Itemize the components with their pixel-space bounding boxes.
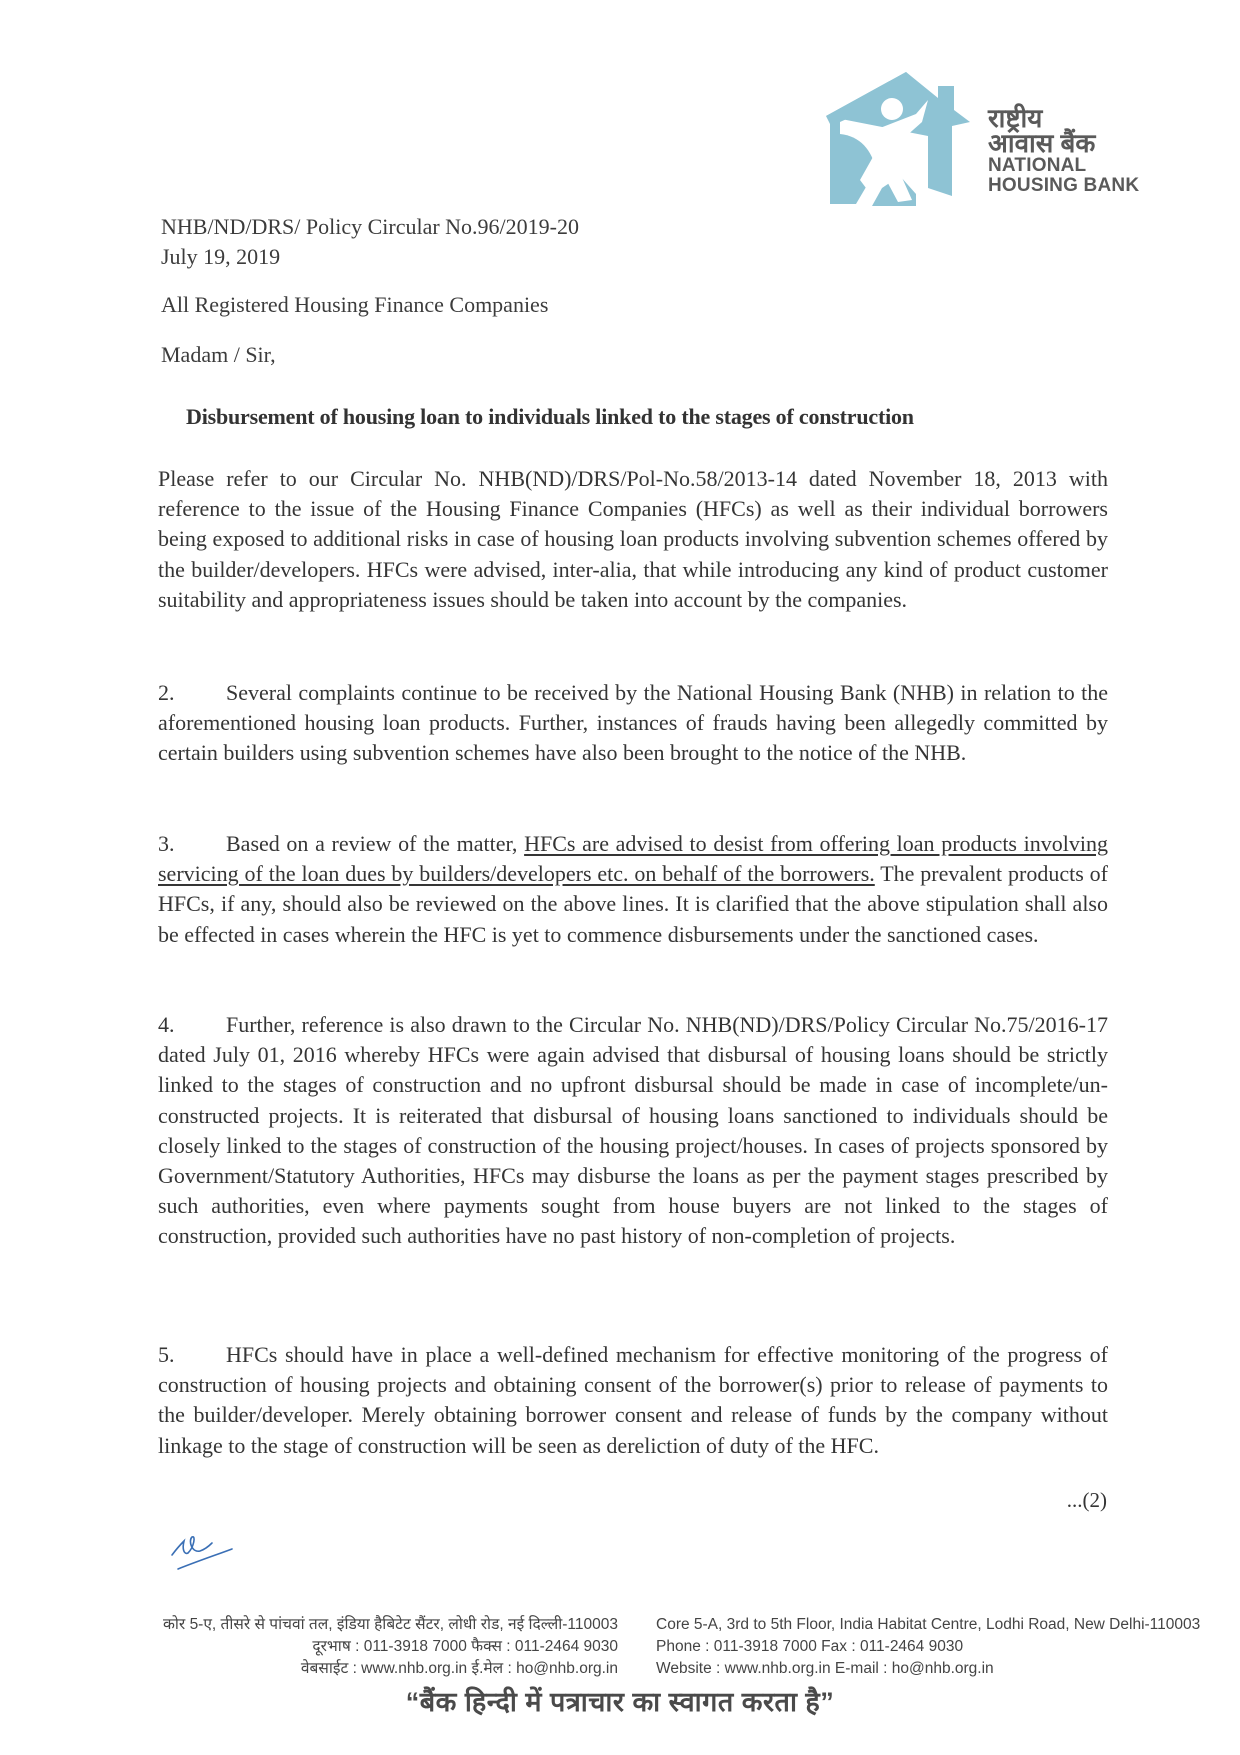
nhb-logo (820, 64, 1180, 214)
footer-hindi-web: वेबसाईट : www.nhb.org.in ई.मेल : ho@nhb.org.in (300, 1660, 618, 1677)
subject-heading: Disbursement of housing loan to individuals linked to the stages of construction (186, 404, 914, 429)
logo-hindi-line1: राष्ट्रीय (988, 103, 1043, 133)
paragraph-number: 3. (158, 831, 175, 856)
salutation: Madam / Sir, (161, 342, 276, 367)
paragraph-3 (158, 829, 1108, 950)
paragraph-2 (158, 678, 1108, 769)
footer-english-contact: Phone : 011-3918 7000 Fax : 011-2464 9030 (656, 1638, 964, 1655)
paragraph-number: 2. (158, 680, 175, 705)
paragraph-text: Further, reference is also drawn to the Circular No. NHB(ND)/DRS/Policy Circular No.75/2016-17 dated July 01, 2016 whereby HFCs were again advised that disbursal of housing loans should be strictly linked to the stages of construction and no upfront disbursal should be made in case of incomplete/un-constructed projects. It is reiterated that disbursal of housing loans sanctioned to individuals should be closely linked to the stages of construction of the housing project/houses. In cases of projects sponsored by Government/Statutory Authorities, HFCs may disburse the loans as per the payment stages prescribed by such authorities, even where payments sought from house buyers are not linked to the stages of construction, provided such authorities have no past history of non-completion of projects. (158, 1012, 1108, 1249)
footer-hindi-contact: दूरभाष : 011-3918 7000 फैक्स : 011-2464 9030 (312, 1638, 618, 1655)
logo-english-line2: HOUSING BANK (988, 175, 1140, 196)
footer-hindi-address: कोर 5-ए, तीसरे से पांचवां तल, इंडिया हैबिटेट सैंटर, लोधी रोड, नई दिल्ली-110003 (163, 1616, 618, 1633)
paragraph-1 (158, 464, 1108, 615)
letter-date: July 19, 2019 (161, 244, 281, 269)
footer-english-address: Core 5-A, 3rd to 5th Floor, India Habitat Centre, Lodhi Road, New Delhi-110003 (656, 1616, 1201, 1633)
paragraph-text-before: Based on a review of the matter, (226, 831, 525, 856)
paragraph-text: Please refer to our Circular No. NHB(ND)/DRS/Pol-No.58/2013-14 dated November 18, 2013 with reference to the issue of the Housing Finance Companies (HFCs) as well as their individual borrowers being exposed to additional risks in case of housing loan products involving subvention schemes offered by the builder/developers. HFCs were advised, inter-alia, that while introducing any kind of product customer suitability and appropriateness issues should be taken into account by the companies. (158, 466, 1108, 612)
addressee: All Registered Housing Finance Companies (161, 292, 549, 317)
paragraph-text: HFCs should have in place a well-defined mechanism for effective monitoring of the progress of construction of housing projects and obtaining consent of the borrower(s) prior to release of payments to the builder/developer. Merely obtaining borrower consent and release of funds by the company without linkage to the stage of construction will be seen as dereliction of duty of the HFC. (158, 1342, 1108, 1458)
footer-motto: “बैंक हिन्दी में पत्राचार का स्वागत करता है” (405, 1687, 835, 1717)
paragraph-5 (158, 1340, 1108, 1461)
page-continuation: ...(2) (1066, 1488, 1107, 1512)
logo-hindi-line2: आवास बैंक (988, 128, 1096, 158)
paragraph-underlined-directive: HFCs are advised to desist from offering loan products involving servicing of the loan dues by builders/developers etc. on behalf of the borrowers. (158, 831, 1108, 887)
footer-english-web: Website : www.nhb.org.in E-mail : ho@nhb.org.in (656, 1660, 994, 1677)
paragraph-4 (158, 1010, 1108, 1252)
logo-english-line1: NATIONAL (988, 155, 1087, 176)
paragraph-text: Several complaints continue to be received by the National Housing Bank (NHB) in relation to the aforementioned housing loan products. Further, instances of frauds having been allegedly committed by certain builders using subvention schemes have also been brought to the notice of the NHB. (158, 680, 1108, 766)
footer-hindi (163, 1614, 618, 1680)
paragraph-number: 5. (158, 1342, 175, 1367)
house-figure-icon (820, 64, 980, 214)
reference-block (161, 212, 579, 272)
paragraph-text-after: The prevalent products of HFCs, if any, should also be reviewed on the above lines. It is clarified that the above stipulation shall also be effected in cases wherein the HFC is yet to commence disbursements under the sanctioned cases. (158, 861, 1108, 947)
footer-english (656, 1614, 1200, 1680)
signature-icon (168, 1525, 268, 1575)
reference-number: NHB/ND/DRS/ Policy Circular No.96/2019-20 (161, 214, 579, 239)
paragraph-number: 4. (158, 1012, 175, 1037)
